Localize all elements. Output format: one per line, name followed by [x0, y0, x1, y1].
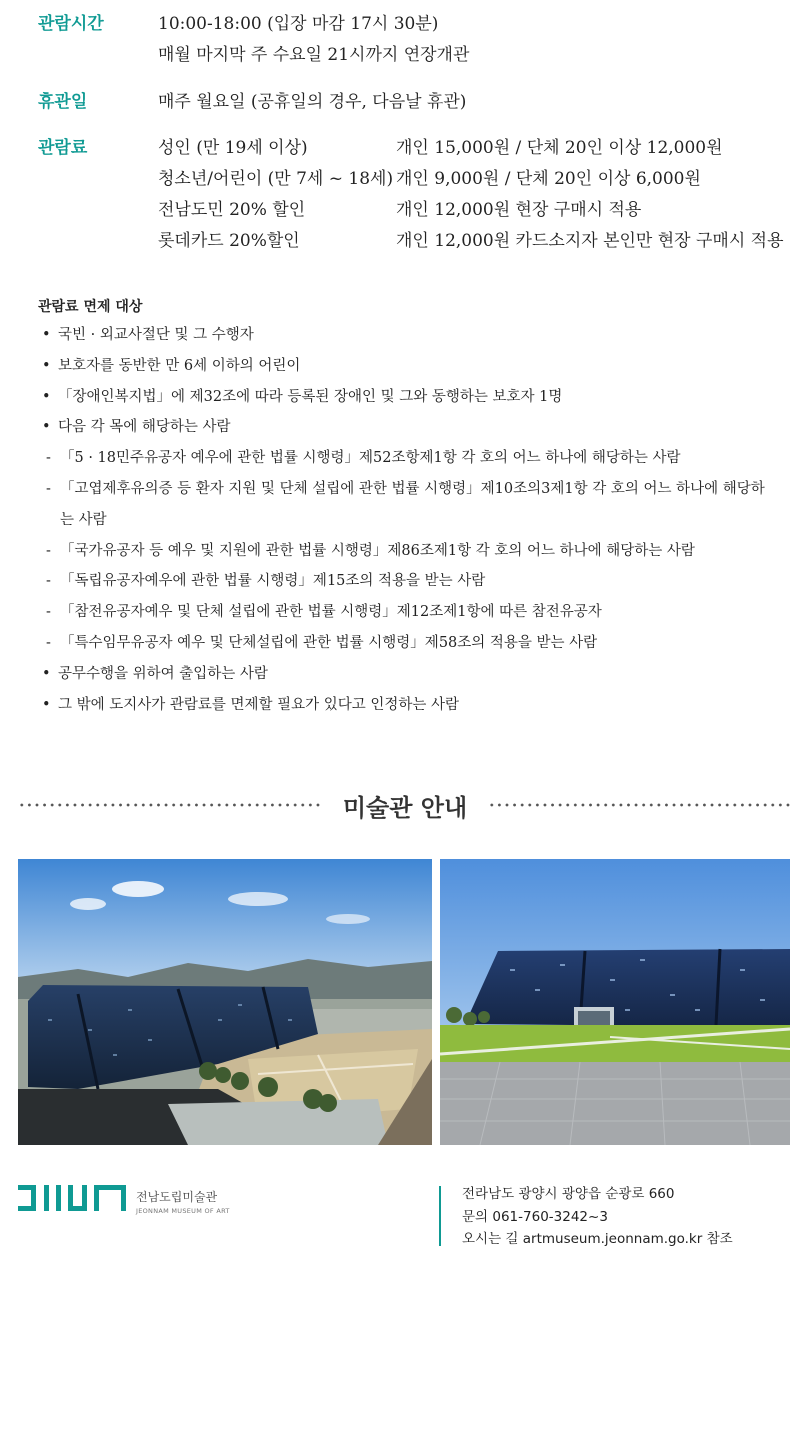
hours-label: 관람시간 — [38, 14, 104, 34]
list-item: • 다음 각 목에 해당하는 사람 — [42, 419, 231, 436]
footer-divider — [439, 1186, 441, 1246]
exemption-heading: 관람료 면제 대상 — [38, 299, 143, 315]
logo-name-kr: 전남도립미술관 — [136, 1190, 218, 1204]
list-subitem: - 「5 · 18민주유공자 예우에 관한 법률 시행령」제52조항제1항 각 호의 어느 하나에 해당하는 사람 — [46, 450, 681, 467]
fee-who: 전남도민 20% 할인 — [158, 200, 306, 220]
phone: 문의 061-760-3242~3 — [462, 1208, 608, 1225]
fee-price: 개인 15,000원 / 단체 20인 이상 12,000원 — [396, 138, 723, 158]
museum-logo[interactable] — [18, 1185, 248, 1217]
list-subitem: - 「참전유공자예우 및 단체 설립에 관한 법률 시행령」제12조제1항에 따른 참전유공자 — [46, 604, 602, 621]
footer-info — [462, 1183, 733, 1251]
museum-photo-aerial — [18, 859, 432, 1145]
address: 전라남도 광양시 광양읍 순광로 660 — [462, 1186, 675, 1202]
list-subitem: - 「고엽제후유의증 등 환자 지원 및 단체 설립에 관한 법률 시행령」제10조의3제1항 각 호의 어느 하나에 해당하 — [46, 480, 765, 497]
museum-photo-front — [440, 859, 790, 1145]
list-item: • 「장애인복지법」에 제32조에 따라 등록된 장애인 및 그와 동행하는 보호자 1명 — [42, 388, 563, 405]
logo-mark-icon — [18, 1185, 130, 1215]
list-subitem-continued: 는 사람 — [60, 511, 107, 528]
closed-text: 매주 월요일 (공휴일의 경우, 다음날 휴관) — [158, 92, 467, 112]
fee-price: 개인 12,000원 카드소지자 본인만 현장 구매시 적용 — [396, 231, 784, 251]
list-subitem: - 「독립유공자예우에 관한 법률 시행령」제15조의 적용을 받는 사람 — [46, 573, 486, 590]
dotted-divider-right — [488, 803, 792, 807]
closed-label: 휴관일 — [38, 92, 88, 112]
list-item: • 공무수행을 위하여 출입하는 사람 — [42, 665, 268, 682]
fee-price: 개인 9,000원 / 단체 20인 이상 6,000원 — [396, 169, 701, 189]
logo-name-en: JEONNAM MUSEUM OF ART — [136, 1207, 230, 1215]
fee-price: 개인 12,000원 현장 구매시 적용 — [396, 200, 642, 220]
fee-who: 청소년/어린이 (만 7세 ~ 18세) — [158, 169, 394, 189]
section-title: 미술관 안내 — [342, 794, 468, 822]
list-subitem: - 「특수임무유공자 예우 및 단체설립에 관한 법률 시행령」제58조의 적용을 받는 사람 — [46, 634, 598, 651]
section-header — [18, 788, 792, 822]
fee-who: 롯데카드 20%할인 — [158, 231, 300, 251]
list-item: • 보호자를 동반한 만 6세 이하의 어린이 — [42, 357, 301, 374]
directions: 오시는 길 artmuseum.jeonnam.go.kr 참조 — [462, 1231, 733, 1247]
exemption-list — [38, 320, 778, 720]
hours-text: 10:00-18:00 (입장 마감 17시 30분) — [158, 14, 439, 34]
hours-extended: 매월 마지막 주 수요일 21시까지 연장개관 — [158, 45, 470, 65]
list-item: • 국빈 · 외교사절단 및 그 수행자 — [42, 327, 254, 343]
list-subitem: - 「국가유공자 등 예우 및 지원에 관한 법률 시행령」제86조제1항 각 호의 어느 하나에 해당하는 사람 — [46, 542, 695, 559]
fees-label: 관람료 — [38, 138, 88, 158]
list-item: • 그 밖에 도지사가 관람료를 면제할 필요가 있다고 인정하는 사람 — [42, 696, 460, 713]
fee-who: 성인 (만 19세 이상) — [158, 138, 308, 158]
